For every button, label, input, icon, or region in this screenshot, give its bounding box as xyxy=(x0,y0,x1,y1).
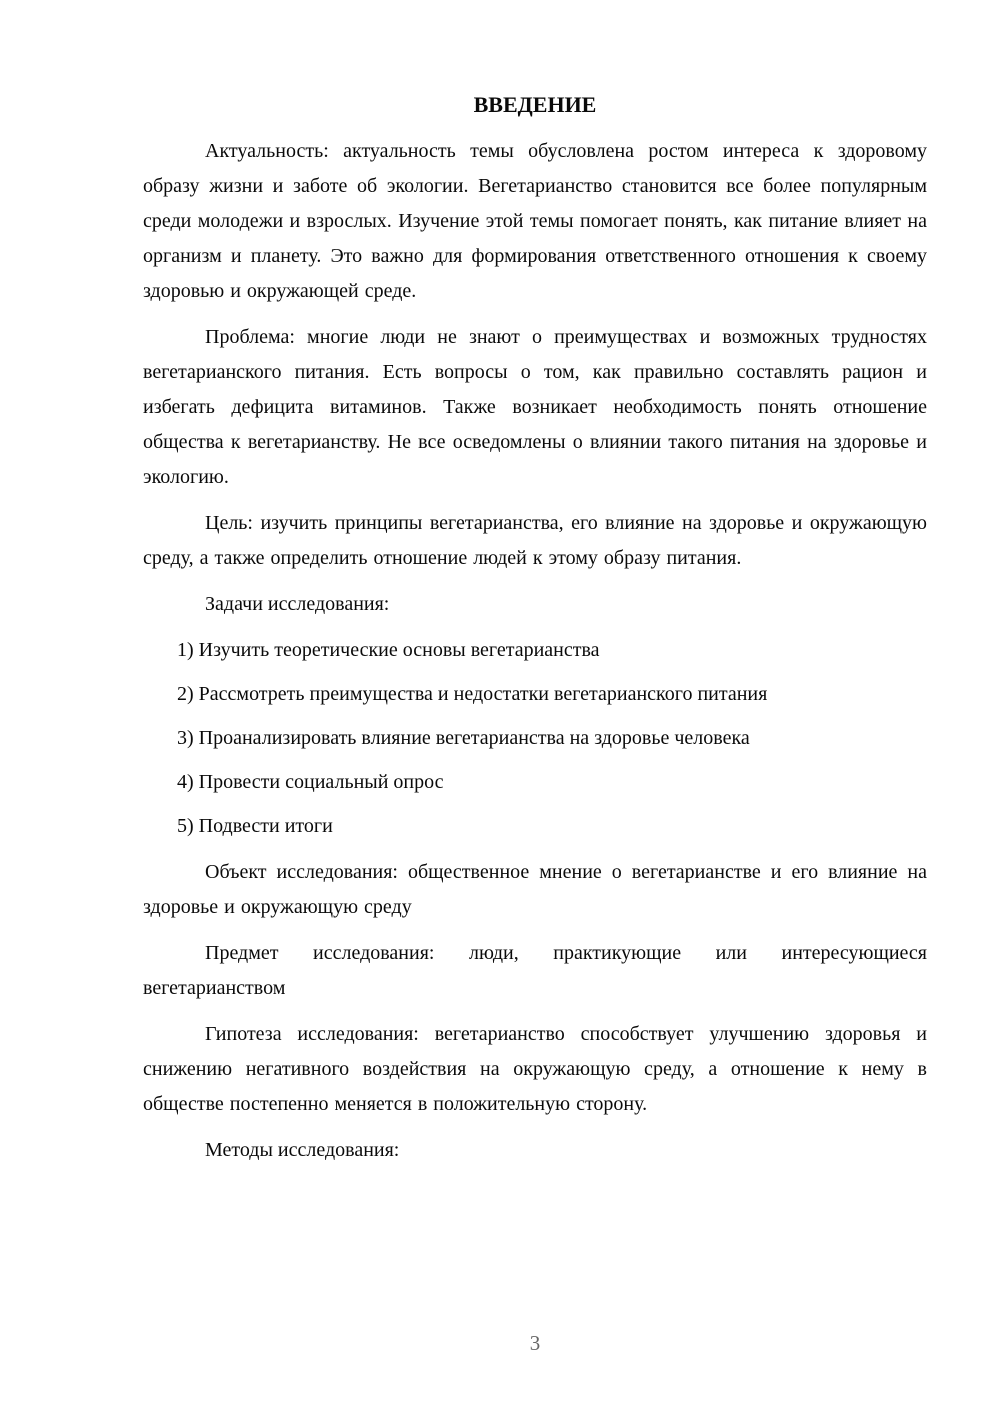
task-item-5: 5) Подвести итоги xyxy=(177,815,333,837)
paragraph-problem: Проблема: многие люди не знают о преимуществах и возможных трудностях вегетарианского питания. Есть вопросы о том, как правильно составлять рацион и избегать дефицита витаминов. Также возникает необходимость понять отношение общества к вегетарианству. Не все осведомлены о влиянии такого питания на здоровье и экологию. xyxy=(143,326,927,488)
paragraph-object: Объект исследования: общественное мнение о вегетарианстве и его влияние на здоровье и окружающую среду xyxy=(143,861,927,918)
paragraph-goal: Цель: изучить принципы вегетарианства, его влияние на здоровье и окружающую среду, а также определить отношение людей к этому образу питания. xyxy=(143,512,927,569)
task-item-2: 2) Рассмотреть преимущества и недостатки вегетарианского питания xyxy=(177,683,768,705)
methods-heading: Методы исследования: xyxy=(205,1139,400,1161)
paragraph-hypothesis: Гипотеза исследования: вегетарианство способствует улучшению здоровья и снижению негативного воздействия на окружающую среду, а отношение к нему в обществе постепенно меняется в положительную сторону. xyxy=(143,1023,927,1115)
task-item-1: 1) Изучить теоретические основы вегетарианства xyxy=(177,639,600,661)
task-item-3: 3) Проанализировать влияние вегетарианства на здоровье человека xyxy=(177,727,750,749)
tasks-heading: Задачи исследования: xyxy=(205,593,390,615)
chapter-title: ВВЕДЕНИЕ xyxy=(473,92,597,117)
task-item-4: 4) Провести социальный опрос xyxy=(177,771,444,793)
paragraph-relevance: Актуальность: актуальность темы обусловлена ростом интереса к здоровому образу жизни и заботе об экологии. Вегетарианство становится все более популярным среди молодежи и взрослых. Изучение этой темы помогает понять, как питание влияет на организм и планету. Это важно для формирования ответственного отношения к своему здоровью и окружающей среде. xyxy=(143,140,927,302)
paragraph-subject: Предмет исследования: люди, практикующие или интересующиеся вегетарианством xyxy=(143,942,927,999)
page-number: 3 xyxy=(529,1331,541,1355)
